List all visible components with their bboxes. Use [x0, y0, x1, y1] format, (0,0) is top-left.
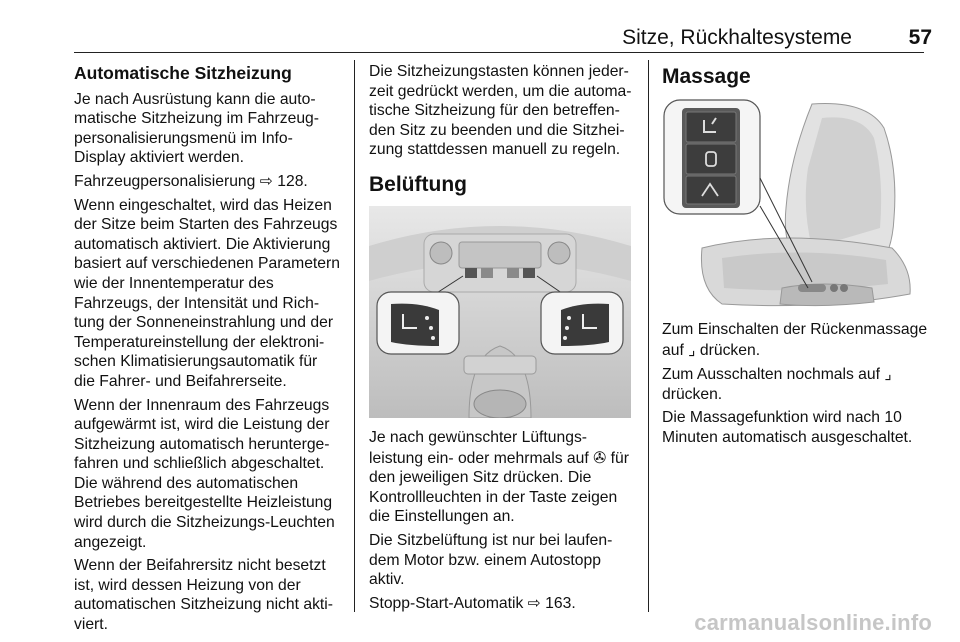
text: drücken. — [662, 385, 723, 403]
paragraph: Je nach Ausrüstung kann die automatische Sitzheizung im Fahrzeugpersonalisierungsmenü im Info-Display aktiviert werden. — [74, 90, 320, 167]
column-1 — [74, 62, 340, 639]
ventilation-icon: ✇ — [593, 447, 607, 467]
text: für den jeweiligen Sitz drücken. Die Kontrollleuchten in der Taste zeigen die Einstellungen an. — [369, 449, 629, 526]
text: drücken. — [695, 341, 761, 359]
dashboard-seat-ventilation-illustration — [369, 206, 631, 418]
paragraph: Die Massagefunktion wird nach 10 Minuten automatisch ausgeschaltet. — [662, 409, 913, 446]
paragraph: Die Sitzheizungstasten können jederzeit gedrückt werden, um die automatische Sitzheizung für den betreffenden Sitz zu beenden und die Sitzheizung stattdessen manuell zu regeln. — [369, 63, 632, 159]
paragraph: Wenn eingeschaltet, wird das Heizen der Sitze beim Starten des Fahrzeugs automatisch aktiviert. Die Aktivierung basiert auf verschiedenen Parametern wie der Innentemperatur des Fahrzeugs, der Intensität und Richtung der Sonneneinstrahlung und der Temperatureinstellung der elektronischen Klimatisierungsautomatik für die Fahrer- und Beifahrerseite. — [74, 196, 340, 390]
paragraph — [662, 364, 928, 404]
text: Je nach gewünschter Lüftungsleistung ein- oder mehrmals auf — [369, 428, 594, 467]
paragraph — [369, 428, 635, 527]
paragraph: Wenn der Innenraum des Fahrzeugs aufgewärmt ist, wird die Leistung der Sitzheizung automatisch heruntergefahren und schließlich abgeschaltet. Die während des automatischen Betriebes bereitgestellte Heizleistung wird durch die Sitzheizungs-Leuchten angezeigt. — [74, 396, 335, 551]
massage-icon: ⌟ — [884, 364, 892, 384]
paragraph: Die Sitzbelüftung ist nur bei laufendem Motor bzw. einem Autostopp aktiv. — [369, 531, 613, 589]
text: Zum Einschalten der Rückenmassage auf — [662, 321, 928, 359]
seat-massage-illustration — [662, 98, 926, 310]
column-divider-2 — [648, 60, 649, 612]
section-heading-massage: Massage — [662, 65, 751, 88]
text: Zum Ausschalten nochmals auf — [662, 366, 885, 384]
page-header-title: Sitze, Rückhaltesysteme — [622, 26, 852, 49]
header-rule — [74, 52, 924, 53]
page-number: 57 — [908, 26, 932, 49]
paragraph — [662, 320, 928, 360]
section-heading-ventilation: Belüftung — [369, 172, 467, 196]
massage-icon: ⌟ — [688, 339, 696, 359]
paragraph: Wenn der Beifahrersitz nicht besetzt ist, wird dessen Heizung von der automatischen Sitzheizung nicht aktiviert. — [74, 557, 333, 634]
column-2 — [369, 62, 635, 617]
watermark: carmanualsonline.info — [694, 610, 932, 635]
column-divider-1 — [354, 60, 355, 612]
cross-reference: Stopp-Start-Automatik ⇨ 163. — [369, 594, 576, 612]
section-heading-auto-seat-heating: Automatische Sitzheizung — [74, 63, 292, 83]
column-3 — [662, 62, 928, 452]
cross-reference: Fahrzeugpersonalisierung ⇨ 128. — [74, 172, 308, 190]
